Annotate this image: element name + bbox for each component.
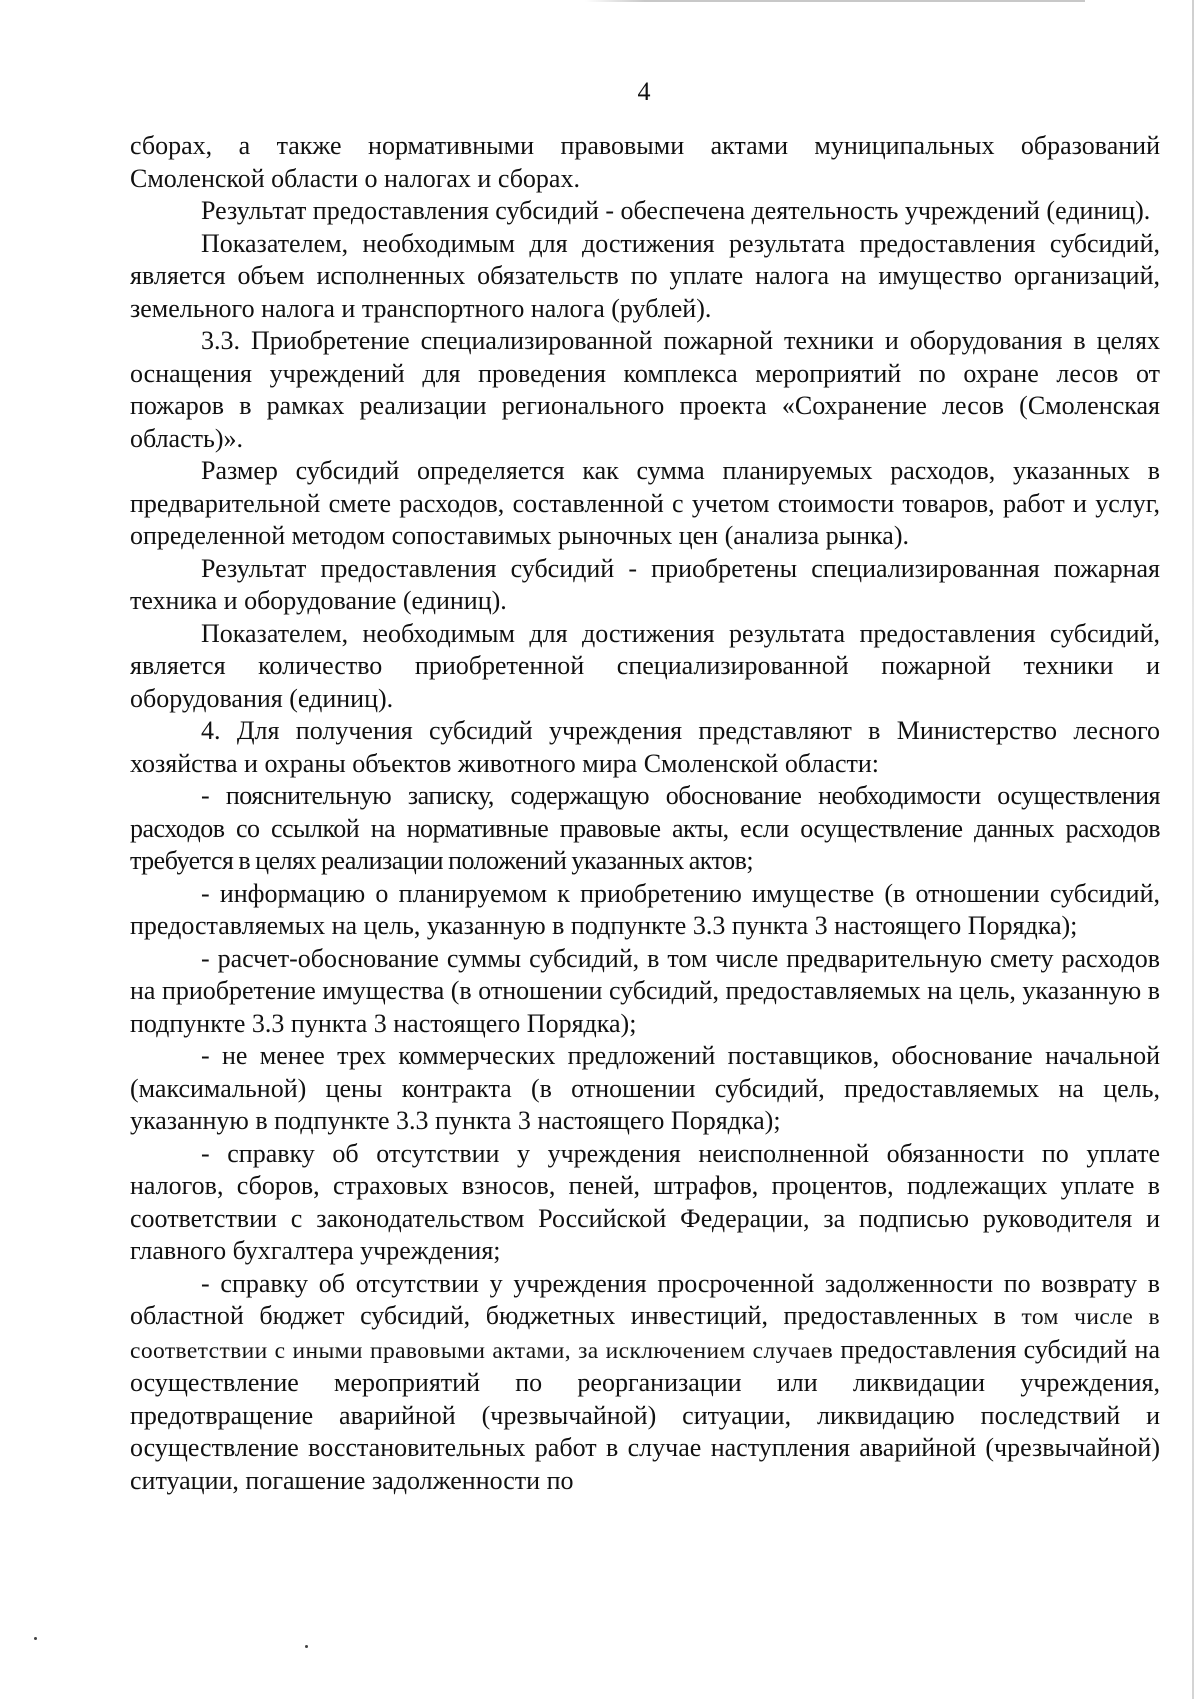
debt-certificate-text-part-2: том числе в соответствии с иными правовыми актами, за исключением случаев (130, 1304, 1160, 1364)
list-item-calculation-justification: - расчет-обоснование суммы субсидий, в том числе предварительную смету расходов на приобретение имущества (в отношении субсидий, предоставляемых на цель, указанную в подпункте 3.3 пункта 3 настоящего Порядка); (130, 943, 1160, 1038)
debt-certificate-text-part-1: - справку об отсутствии у учреждения просроченной задолженности по возврату в областной бюджет субсидий, бюджетных инвестиций, предоставленных в (130, 1268, 1160, 1330)
paragraph-result-fire-equipment: Результат предоставления субсидий - приобретены специализированная пожарная техника и оборудование (единиц). (130, 553, 1160, 615)
paragraph-subsidy-size: Размер субсидий определяется как сумма планируемых расходов, указанных в предварительной смете расходов, составленной с учетом стоимости товаров, работ и услуг, определенной методом сопоставимых рыночных цен (анализа рынка). (130, 456, 1160, 550)
list-item-explanatory-note: - пояснительную записку, содержащую обоснование необходимости осуществления расходов со ссылкой на нормативные правовые акты, если осуществление данных расходов требуется в целях реализации положений указанных актов; (130, 781, 1160, 875)
paragraph-taxes-continuation: сборах, а также нормативными правовыми актами муниципальных образований Смоленской области о налогах и сборах. (130, 131, 1160, 193)
scan-speck (305, 1645, 308, 1648)
scan-speck (34, 1637, 37, 1640)
debt-certificate-text-part-3: предоставления субсидий на осуществление мероприятий по реорганизации или ликвидации учреждения, предотвращение аварийной (чрезвычайной) ситуации, ликвидацию последствий и осуществление восстановительных работ в случае наступления аварийной (чрезвычайной) ситуации, погашение задолженности по (130, 1334, 1160, 1495)
list-item-property-information: - информацию о планируемом к приобретению имуществе (в отношении субсидий, предоставляемых на цель, указанную в подпункте 3.3 пункта 3 настоящего Порядка); (130, 878, 1160, 940)
document-body (130, 130, 1160, 1497)
paragraph-indicator-tax-obligations: Показателем, необходимым для достижения результата предоставления субсидий, является объем исполненных обязательств по уплате налога на имущество организаций, земельного налога и транспортного налога (рублей). (130, 228, 1160, 323)
paragraph-indicator-fire-equipment: Показателем, необходимым для достижения результата предоставления субсидий, является количество приобретенной специализированной пожарной техники и оборудования (единиц). (130, 618, 1160, 713)
paragraph-result-activity: Результат предоставления субсидий - обеспечена деятельность учреждений (единиц). (201, 196, 1151, 225)
paragraph-section-3-3: 3.3. Приобретение специализированной пожарной техники и оборудования в целях оснащения учреждений для проведения комплекса мероприятий по охране лесов от пожаров в рамках реализации регионального проекта «Сохранение лесов (Смоленская область)». (130, 326, 1160, 453)
list-item-tax-certificate: - справку об отсутствии у учреждения неисполненной обязанности по уплате налогов, сборов, страховых взносов, пеней, штрафов, процентов, подлежащих уплате в соответствии с законодательством Российской Федерации, за подписью руководителя и главного бухгалтера учреждения; (130, 1138, 1160, 1265)
list-item-commercial-offers: - не менее трех коммерческих предложений поставщиков, обоснование начальной (максимальной) цены контракта (в отношении субсидий, предоставляемых на цель, указанную в подпункте 3.3 пункта 3 настоящего Порядка); (130, 1041, 1160, 1135)
list-item-debt-certificate (130, 1268, 1160, 1498)
paragraph-section-4: 4. Для получения субсидий учреждения представляют в Министерство лесного хозяйства и охраны объектов животного мира Смоленской области: (130, 716, 1160, 778)
page-number: 4 (637, 77, 651, 106)
scan-edge-right (1192, 0, 1194, 1699)
scan-edge-top (585, 0, 1085, 2)
